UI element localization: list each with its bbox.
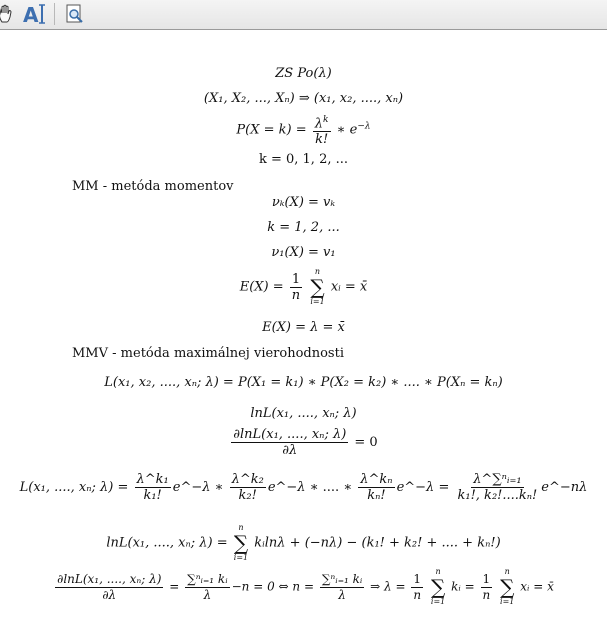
sample-left: (X₁, X₂, ..., Xₙ) (203, 91, 295, 106)
sum-lower: i=1 (233, 553, 249, 562)
po-label: Po(λ) (297, 66, 332, 81)
final-ki: kᵢ = (451, 579, 475, 594)
mmv-l2-t1-den: k₁! (143, 488, 162, 503)
final-f5 (480, 572, 492, 603)
sum-sign: ∑ (310, 275, 325, 299)
mmv-l2-t2 (230, 472, 266, 503)
final-f4-den: n (413, 587, 422, 602)
mmv-l2-big-num: λ^∑ⁿᵢ₌₁ (473, 472, 522, 487)
mm-ex-frac-num: 1 (291, 271, 301, 287)
sum-sign: ∑ (430, 575, 446, 599)
pmf-den: k! (315, 132, 329, 148)
magnifier-icon (64, 3, 86, 25)
sum-sign: ∑ (233, 531, 249, 555)
mmv-l2-exp2: e^−λ (267, 480, 306, 495)
mm-eq1-text: νₖ(X) = vₖ (271, 195, 336, 210)
sum-upper: n (314, 267, 321, 276)
mm-heading: MM - metóda momentov (72, 179, 234, 194)
mmv-l2-eq: = (438, 480, 450, 495)
final-f5-den: n (482, 587, 491, 602)
final-num3: ∑ⁿᵢ₌₁ kᵢ (321, 571, 363, 586)
mmv-l2-t2-num: λ^k₂ (231, 472, 264, 487)
mmv-likelihood-text: L(x₁, x₂, ...., xₙ; λ) = P(X₁ = k₁) ∗ P(X₂ = k₂) ∗ .... ∗ P(Xₙ = kₙ) (104, 375, 503, 390)
mmv-ln-rhs: kᵢlnλ + (−nλ) − (k₁! + k₂! + .... + kₙ!) (254, 535, 501, 551)
mm-ex-sum (310, 267, 324, 307)
sum-lower: i=1 (500, 597, 515, 606)
mmv-l2-dots: ∗ .... ∗ (309, 480, 353, 495)
final-f1 (55, 572, 163, 603)
final-sum1 (431, 567, 445, 607)
mmv-likelihood-expanded (0, 472, 607, 503)
mmv-ln-expanded (0, 523, 607, 563)
mmv-lnl (0, 406, 607, 421)
pmf-fraction (313, 113, 331, 147)
mmv-deriv-num: ∂lnL(x₁, ...., xₙ; λ) (233, 427, 347, 442)
final-den3: λ (338, 587, 346, 602)
k-range: k = 0, 1, 2, ... (258, 152, 349, 167)
mmv-l2-exp3: e^−λ (396, 480, 435, 495)
mm-ex-frac (290, 272, 302, 303)
final-arrow: ⇒ λ = (370, 579, 406, 594)
sample-mapping (0, 91, 607, 106)
mmv-ln-sum (234, 523, 248, 563)
final-xi: xᵢ = x̄ (520, 579, 554, 594)
hand-tool-button[interactable] (0, 1, 18, 27)
sum-lower: i=1 (310, 297, 325, 306)
mmv-l2-tn-den: kₙ! (367, 488, 386, 503)
final-f2 (185, 572, 230, 603)
mmv-l2-t2-den: k₂! (238, 488, 257, 503)
mm-expectation (0, 267, 607, 307)
mmv-l2-t1-num: λ^k₁ (136, 472, 169, 487)
final-num2: ∑ⁿᵢ₌₁ kᵢ (187, 571, 228, 586)
mmv-final-derivation (0, 567, 607, 607)
final-f5-num: 1 (482, 571, 491, 586)
mmv-l2-big (455, 472, 539, 503)
final-mid: −n = 0 ⇔ n = (231, 579, 315, 594)
svg-text:A: A (23, 3, 39, 26)
mm-eq1 (0, 195, 607, 210)
mm-final-text: E(X) = λ = x̄ (262, 320, 345, 335)
mmv-likelihood (0, 375, 607, 390)
text-select-button[interactable] (20, 1, 50, 27)
pmf-tail-sup: −λ (357, 121, 371, 132)
mmv-l2-exp1: e^−λ (172, 480, 211, 495)
viewer-toolbar (0, 0, 607, 30)
pmf-lhs: P(X = k) = (236, 122, 307, 138)
mmv-l2-big-den: k₁!, k₂!....kₙ! (457, 488, 538, 503)
final-f3 (320, 572, 365, 603)
final-den2: λ (203, 587, 212, 602)
sum-upper: n (504, 567, 510, 576)
pmf-num: λ (314, 116, 324, 132)
mm-ex-rhs: xᵢ = x̄ (330, 279, 368, 295)
toolbar-separator (54, 3, 55, 25)
mm-eq2-text: k = 1, 2, ... (267, 220, 340, 235)
final-eq: = (169, 579, 180, 594)
final-num1: ∂lnL(x₁, ...., xₙ; λ) (57, 571, 162, 586)
find-button[interactable] (61, 1, 89, 27)
mm-ex-frac-den: n (291, 287, 301, 303)
mmv-lnl-text: lnL(x₁, ...., xₙ; λ) (250, 406, 357, 421)
mm-final (0, 320, 607, 335)
mmv-deriv-frac (231, 427, 348, 458)
mmv-l2-tn-num: λ^kₙ (360, 472, 393, 487)
sum-upper: n (435, 567, 441, 576)
mmv-l2-lhs: L(x₁, ...., xₙ; λ) = (19, 480, 129, 495)
hand-icon (0, 4, 15, 24)
sum-upper: n (238, 523, 244, 532)
final-sum2 (500, 567, 514, 607)
zs-label: ZS (275, 66, 294, 81)
pmf-tail: ∗ e (336, 122, 358, 138)
mm-eq3 (0, 245, 607, 260)
mmv-l2-star: ∗ (214, 480, 224, 495)
mmv-deriv-rhs: = 0 (354, 435, 378, 450)
mm-eq3-text: ν₁(X) = v₁ (271, 245, 336, 260)
title-line (0, 66, 607, 81)
mmv-l2-tn (358, 472, 394, 503)
pmf-equation (0, 113, 607, 147)
document-page (0, 31, 607, 622)
mmv-deriv-den: ∂λ (282, 443, 298, 458)
pmf-num-sup: k (323, 115, 329, 125)
sample-right: (x₁, x₂, ...., xₙ) (313, 91, 404, 106)
mmv-ln-lhs: lnL(x₁, ...., xₙ; λ) = (106, 535, 228, 551)
mm-eq2 (0, 220, 607, 235)
final-f4 (411, 572, 423, 603)
mmv-heading: MMV - metóda maximálnej vierohodnosti (72, 346, 344, 361)
implies-arrow: ⇒ (298, 91, 310, 106)
final-den1: ∂λ (102, 587, 117, 602)
mmv-derivative (0, 427, 607, 458)
text-select-icon (22, 2, 48, 26)
mmv-l2-big-tail: e^−nλ (541, 480, 588, 495)
mmv-l2-t1 (135, 472, 171, 503)
mm-ex-lhs: E(X) = (239, 279, 284, 295)
sum-sign: ∑ (500, 575, 515, 599)
final-f4-num: 1 (413, 571, 422, 586)
sum-lower: i=1 (430, 597, 446, 606)
